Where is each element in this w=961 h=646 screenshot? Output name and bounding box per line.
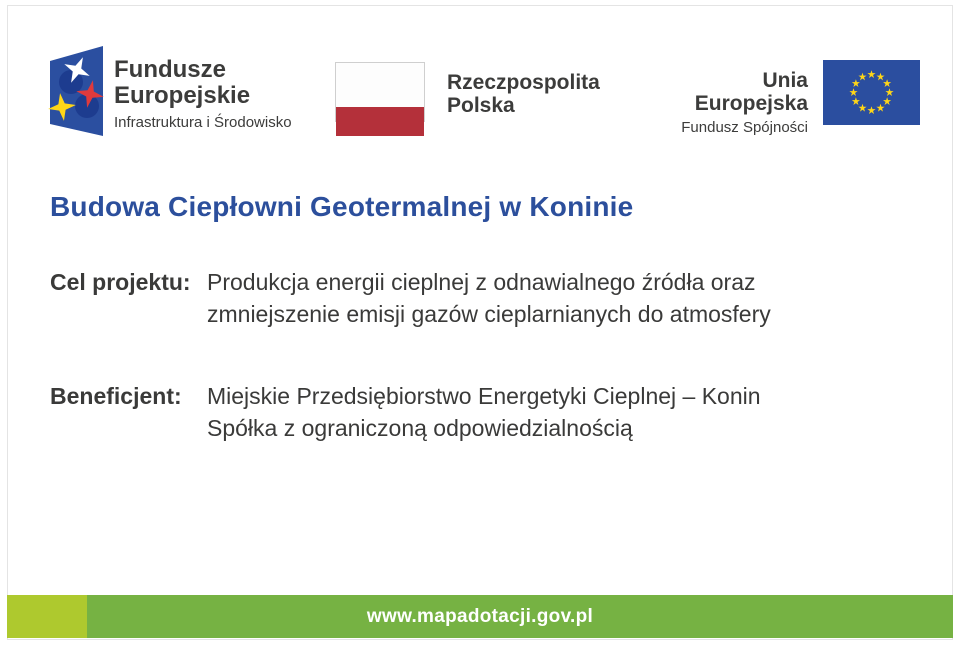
eu-logo-line2: Fundusz Spójności: [681, 119, 808, 136]
project-goal-text: [207, 266, 771, 330]
project-goal-line2: zmniejszenie emisji gazów cieplarnianych do atmosfery: [207, 301, 771, 327]
footer-website-url: www.mapadotacji.gov.pl: [366, 605, 594, 627]
beneficiary-text: [207, 380, 761, 444]
fundusze-logo-subtitle: Infrastruktura i Środowisko: [114, 114, 292, 131]
fundusze-logo-line1: Fundusze: [114, 56, 226, 83]
eu-flag-icon: [808, 60, 920, 136]
rzeczpospolita-polska-logo: [335, 62, 600, 122]
eu-logo-line1: Unia Europejska: [694, 69, 808, 115]
unia-europejska-logo: [648, 60, 920, 136]
fundusze-europejskie-logo: [47, 44, 292, 138]
poland-flag-icon: [335, 62, 425, 122]
footer-accent-chip: [7, 595, 87, 638]
beneficiary-row: [50, 380, 761, 444]
project-goal-row: [50, 266, 771, 330]
project-title: Budowa Ciepłowni Geotermalnej w Koninie: [50, 191, 634, 222]
footer-bar: [7, 595, 953, 638]
project-goal-label: Cel projektu:: [50, 269, 191, 295]
beneficiary-line1: Miejskie Przedsiębiorstwo Energetyki Cieplnej – Konin: [207, 383, 761, 409]
fundusze-europejskie-flag-icon: [47, 44, 105, 138]
beneficiary-line2: Spółka z ograniczoną odpowiedzialnością: [207, 415, 633, 441]
project-goal-line1: Produkcja energii cieplnej z odnawialnego źródła oraz: [207, 269, 756, 295]
poland-logo-line2: Polska: [447, 94, 515, 117]
fundusze-logo-line2: Europejskie: [114, 82, 251, 109]
beneficiary-label: Beneficjent:: [50, 383, 182, 409]
poland-logo-line1: Rzeczpospolita: [447, 71, 600, 94]
